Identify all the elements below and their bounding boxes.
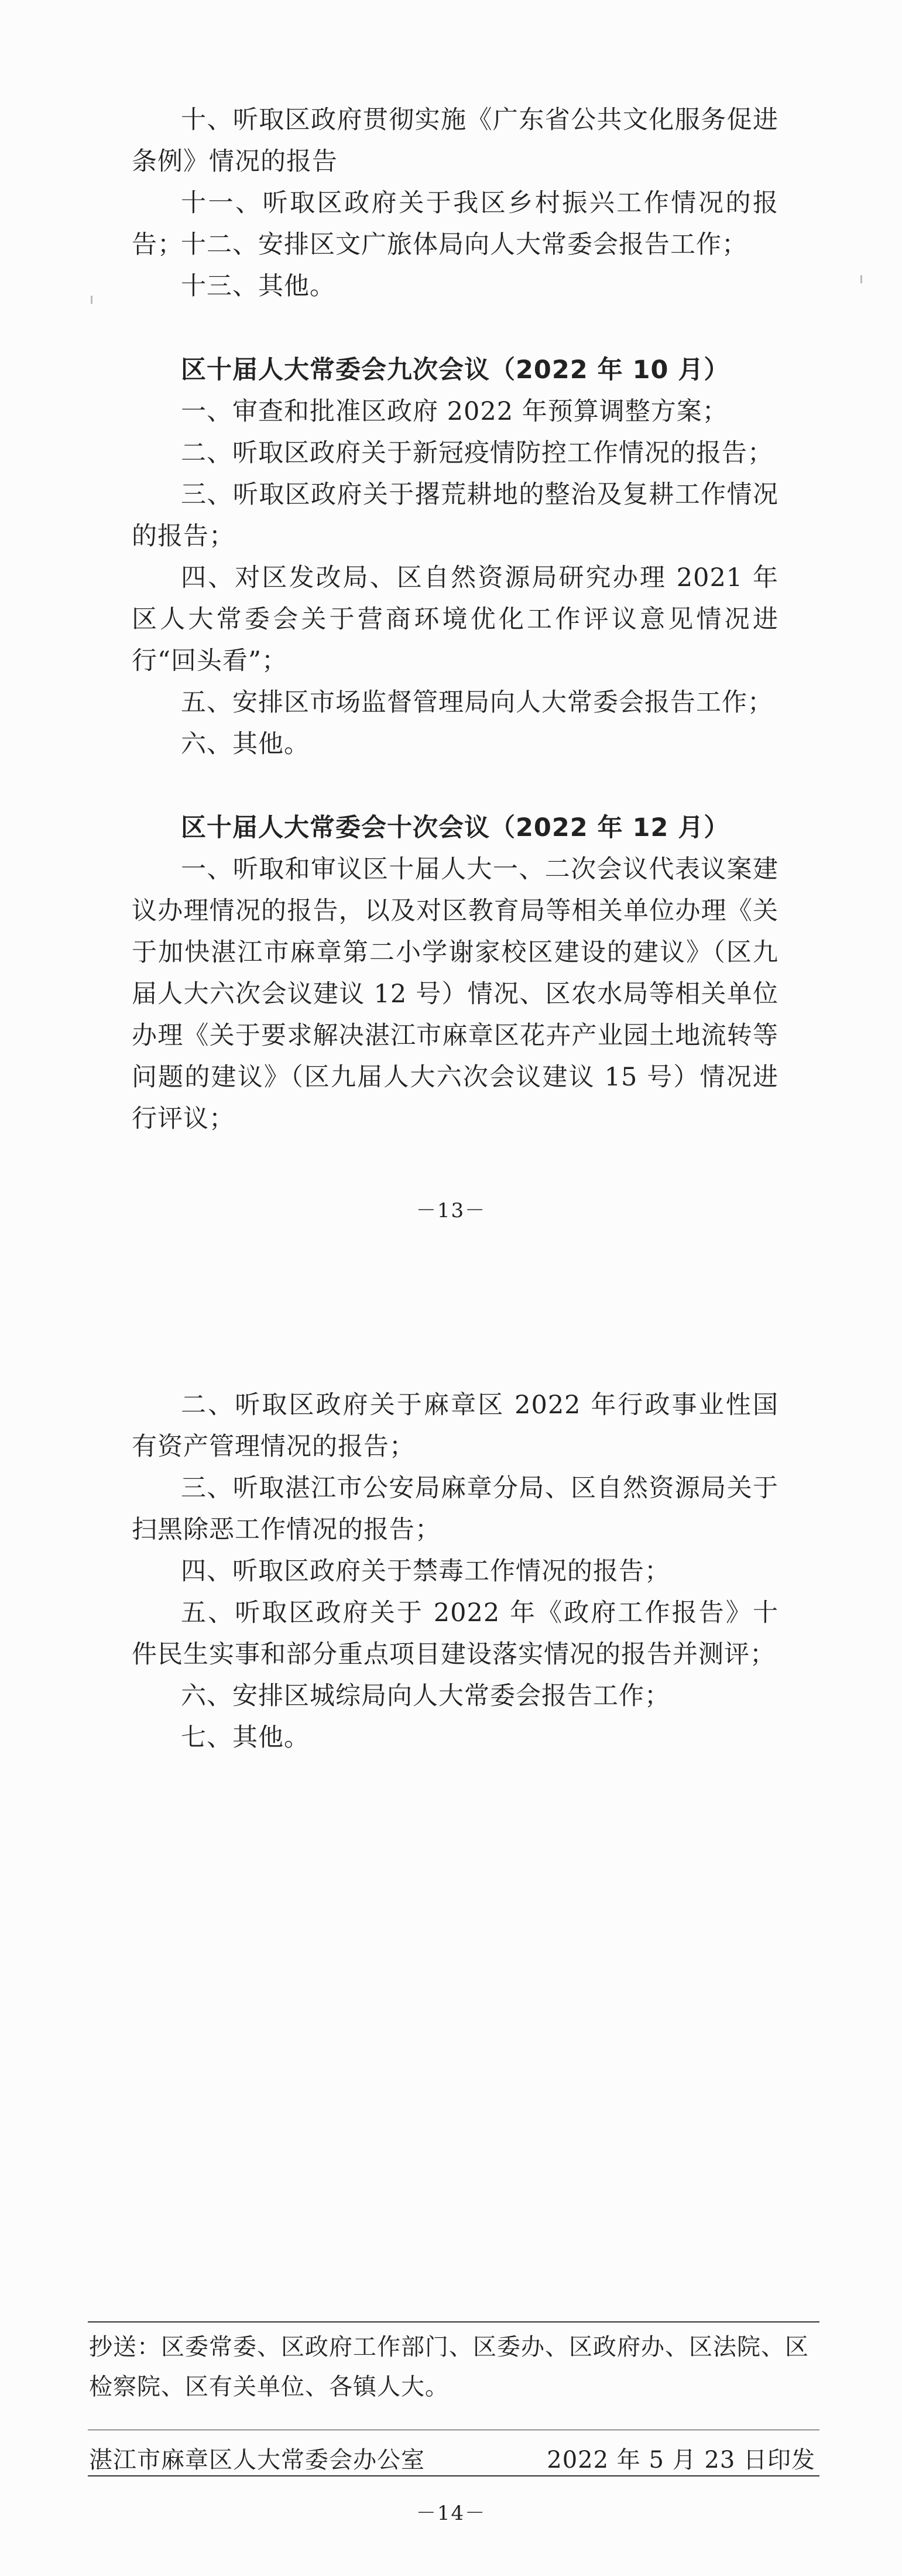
agenda-item: 二、听取区政府关于麻章区 2022 年行政事业性国有资产管理情况的报告； <box>132 1390 778 1461</box>
issuing-office: 湛江市麻章区人大常委会办公室 <box>89 2447 425 2474</box>
agenda-item: 七、其他。 <box>181 1723 310 1752</box>
document-page-13 <box>0 0 902 1285</box>
agenda-item: 二、听取区政府关于新冠疫情防控工作情况的报告； <box>181 439 773 468</box>
agenda-item: 一、审查和批准区政府 2022 年预算调整方案； <box>181 397 728 426</box>
scan-speck <box>860 275 862 283</box>
agenda-item: 十一、听取区政府关于我区乡村振兴工作情况的报告； <box>132 189 778 259</box>
page-number: －13－ <box>416 1199 486 1222</box>
footer-rule-top <box>88 2321 819 2322</box>
agenda-item: 一、听取和审议区十届人大一、二次会议代表议案建议办理情况的报告，以及对区教育局等相关单位办理《关于加快湛江市麻章第二小学谢家校区建设的建议》（区九届人大六次会议建议 12 号）情况、区农水局等相关单位办理《关于要求解决湛江市麻章区花卉产业园土地流转等问题的建议》（区九届人大六次会议建议 15 号）情况进行评议； <box>132 855 778 1133</box>
agenda-item: 四、听取区政府关于禁毒工作情况的报告； <box>181 1557 670 1586</box>
issue-date: 2022 年 5 月 23 日印发 <box>547 2447 815 2474</box>
agenda-item: 五、听取区政府关于 2022 年《政府工作报告》十件民生实事和部分重点项目建设落实情况的报告并测评； <box>132 1598 778 1669</box>
agenda-item: 十、听取区政府贯彻实施《广东省公共文化服务促进条例》情况的报告 <box>132 105 778 176</box>
session-heading: 区十届人大常委会十次会议（2022 年 12 月） <box>181 813 730 842</box>
session-heading: 区十届人大常委会九次会议（2022 年 10 月） <box>181 355 730 385</box>
footer-rule-bottom <box>88 2475 819 2476</box>
agenda-item: 六、其他。 <box>181 729 310 759</box>
agenda-item: 十二、安排区文广旅体局向人大常委会报告工作； <box>181 230 747 259</box>
page-number: －14－ <box>416 2502 486 2525</box>
scan-speck <box>91 296 92 304</box>
agenda-item: 三、听取区政府关于撂荒耕地的整治及复耕工作情况的报告； <box>132 480 778 551</box>
agenda-item: 四、对区发改局、区自然资源局研究办理 2021 年区人大常委会关于营商环境优化工作评议意见情况进行“回头看”； <box>132 563 778 676</box>
agenda-item: 三、听取湛江市公安局麻章分局、区自然资源局关于扫黑除恶工作情况的报告； <box>132 1474 778 1544</box>
agenda-item: 五、安排区市场监督管理局向人大常委会报告工作； <box>181 688 773 717</box>
cc-distribution: 抄送：区委常委、区政府工作部门、区委办、区政府办、区法院、区检察院、区有关单位、各镇人大。 <box>89 2334 809 2400</box>
agenda-item: 六、安排区城综局向人大常委会报告工作； <box>181 1681 670 1711</box>
agenda-item: 十三、其他。 <box>181 272 335 301</box>
